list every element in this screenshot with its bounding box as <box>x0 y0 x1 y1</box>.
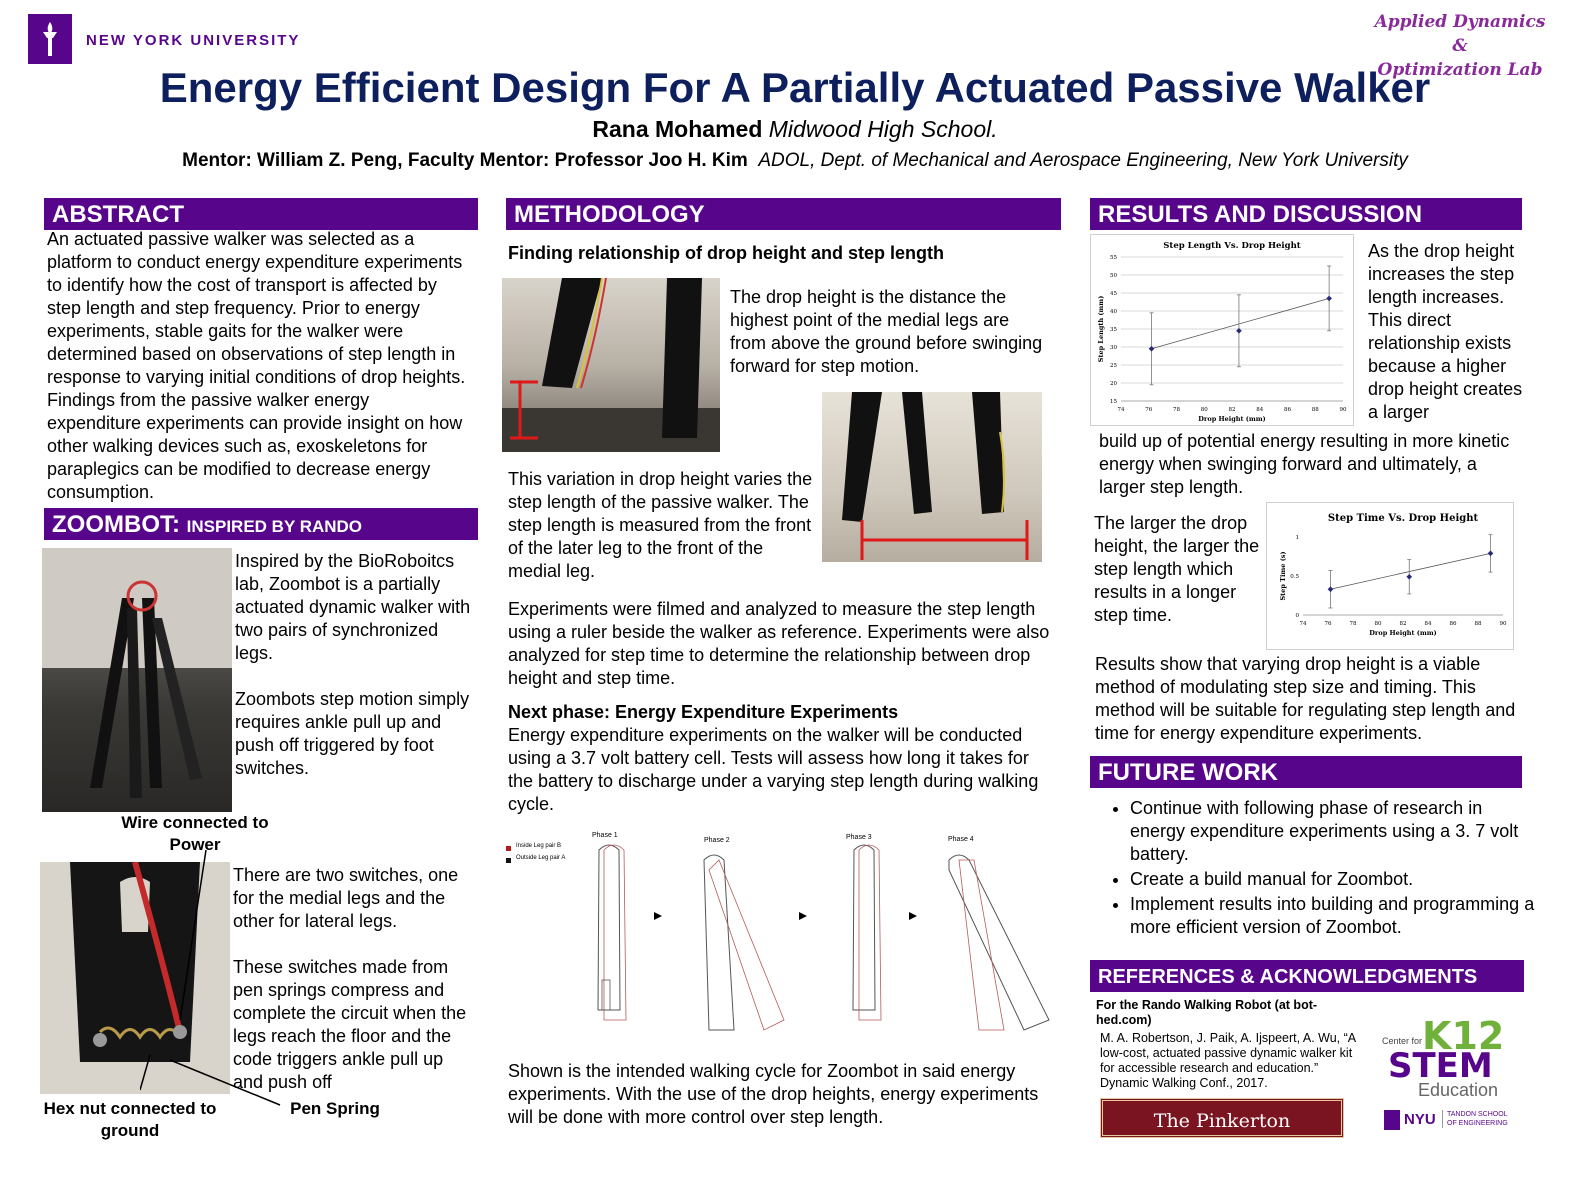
phase4-walker <box>949 855 1049 1030</box>
k12-education: Education <box>1418 1080 1499 1100</box>
x-tick-label: 88 <box>1474 621 1482 627</box>
future-work-list <box>1110 797 1535 941</box>
label-pen-spring: Pen Spring <box>290 1099 380 1118</box>
lab-logo-line2: Optimization Lab <box>1377 60 1543 80</box>
future-item-2: • Create a build manual for Zoombot. <box>1130 868 1535 891</box>
y-tick-label: 40 <box>1110 309 1117 315</box>
ref-text: M. A. Robertson, J. Paik, A. Ijspeert, A. Wu, “A low-cost, actuated passive dynamic walker kit for accessible research and education.” Dynamic Walking Conf., 2017. <box>1100 1031 1356 1090</box>
zoombot-para4: These switches made from pen springs compress and complete the circuit when the legs reach the floor and the code triggers ankle pull up and push off <box>233 957 467 1092</box>
results-para2: The larger the drop height, the larger the step length which results in a longer step time. <box>1094 513 1260 625</box>
k12-center: Center for <box>1382 1036 1423 1046</box>
x-tick-label: 78 <box>1173 407 1180 413</box>
x-tick-label: 86 <box>1449 621 1457 627</box>
trendline <box>1152 298 1330 348</box>
phase-label-3: Phase 3 <box>846 834 872 841</box>
data-point <box>1488 551 1494 557</box>
y-axis-label: Step Time (s) <box>1279 551 1287 601</box>
x-tick-label: 84 <box>1424 621 1432 627</box>
x-tick-label: 86 <box>1284 407 1291 413</box>
methodology-subheading: Finding relationship of drop height and step length <box>508 243 944 263</box>
references-heading: REFERENCES & ACKNOWLEDGMENTS <box>1090 960 1524 992</box>
y-tick-label: 1 <box>1295 535 1299 541</box>
ref-title: For the Rando Walking Robot (at bot-hed.com) <box>1096 998 1318 1027</box>
y-tick-label: 25 <box>1110 363 1117 369</box>
x-tick-label: 80 <box>1374 621 1382 627</box>
y-tick-label: 0.5 <box>1290 574 1299 580</box>
zoombot-para2: Zoombots step motion simply requires ankle pull up and push off triggered by foot switches. <box>235 689 470 778</box>
legend-inside: Inside Leg pair B <box>516 843 562 849</box>
methodology-para1: The drop height is the distance the highest point of the medial legs are from above the ground before swinging forward for step motion. <box>730 287 1043 376</box>
drop-height-photo <box>502 278 720 452</box>
y-tick-label: 30 <box>1110 345 1117 351</box>
y-tick-label: 45 <box>1110 291 1117 297</box>
zoombot-heading-small: INSPIRED BY RANDO <box>186 517 363 536</box>
arrow-2 <box>799 912 807 920</box>
x-tick-label: 74 <box>1299 621 1307 627</box>
next-phase-heading: Next phase: Energy Expenditure Experiments <box>508 702 899 722</box>
author-name: Rana Mohamed <box>592 116 763 142</box>
abstract-heading: ABSTRACT <box>44 198 478 230</box>
methodology-heading: METHODOLOGY <box>506 198 1061 230</box>
y-axis-label: Step Length (mm) <box>1097 295 1105 363</box>
phase3-walker <box>853 845 881 1020</box>
legend-outside: Outside Leg pair A <box>516 855 566 861</box>
future-work-heading: FUTURE WORK <box>1090 756 1522 788</box>
step-length-photo <box>822 392 1042 562</box>
x-tick-label: 84 <box>1256 407 1264 413</box>
k12-stem: STEM <box>1388 1046 1493 1086</box>
chart-step-time-svg <box>1267 503 1513 649</box>
methodology-para2: This variation in drop height varies the step length of the passive walker. The step length is measured from the front of the later leg to the front of the medial leg. <box>508 469 813 581</box>
nyu-torch-logo <box>28 14 72 64</box>
chart-step-time <box>1266 502 1514 650</box>
x-axis-label: Drop Height (mm) <box>1369 629 1437 637</box>
zoombot-heading-main: ZOOMBOT: <box>52 511 180 538</box>
x-tick-label: 76 <box>1145 407 1153 413</box>
x-tick-label: 88 <box>1311 407 1319 413</box>
x-tick-label: 82 <box>1399 621 1407 627</box>
phase2-walker <box>704 855 784 1030</box>
methodology-para3: Experiments were filmed and analyzed to measure the step length using a ruler beside the walker as reference. Experiments were also analyzed for step time to determine the relationship between drop height and step time. <box>508 599 1050 688</box>
label-wire-power: Wire connected to Power <box>121 813 269 854</box>
results-para1b: build up of potential energy resulting in more kinetic energy when swinging forward and ultimately, a larger step length. <box>1099 431 1510 497</box>
phase-label-4: Phase 4 <box>948 836 974 843</box>
x-tick-label: 74 <box>1117 407 1125 413</box>
chart-step-length <box>1090 234 1354 426</box>
y-tick-label: 55 <box>1110 255 1117 261</box>
zoombot-para1: Inspired by the BioRoboitcs lab, Zoombot is a partially actuated dynamic walker with two pairs of synchronized legs. <box>235 551 471 663</box>
x-tick-label: 78 <box>1349 621 1357 627</box>
author-line <box>0 116 1590 143</box>
poster-title: Energy Efficient Design For A Partially Actuated Passive Walker <box>159 64 1431 111</box>
y-tick-label: 20 <box>1110 381 1117 387</box>
results-para3: Results show that varying drop height is a viable method of modulating step size and timing. This method will be suitable for regulating step length and time for energy expenditure experiments. <box>1095 654 1516 743</box>
chart-title: Step Length Vs. Drop Height <box>1163 241 1301 251</box>
walking-cycle-diagram <box>504 830 1064 1050</box>
pinkerton-foundation-logo: The Pinkerton Foundation <box>1100 1098 1344 1138</box>
affiliation: ADOL, Dept. of Mechanical and Aerospace Engineering, New York University <box>758 150 1408 171</box>
x-tick-label: 90 <box>1499 621 1507 627</box>
zoombot-para3: There are two switches, one for the medial legs and the other for lateral legs. <box>233 865 459 931</box>
data-point <box>1406 574 1412 580</box>
k12-stem-logo <box>1382 1014 1522 1102</box>
x-tick-label: 90 <box>1339 407 1347 413</box>
data-point <box>1328 586 1334 592</box>
future-item-1: • Continue with following phase of research in energy expenditure experiments using a 3. 7 volt battery. <box>1130 797 1535 866</box>
methodology-para4: Energy expenditure experiments on the walker will be conducted using a 3.7 volt battery cell. Tests will assess how long it takes for the battery to discharge under a varying step length during walking cycle. <box>508 725 1039 814</box>
x-tick-label: 80 <box>1200 407 1208 413</box>
chart-step-length-svg <box>1091 235 1353 425</box>
arrow-1 <box>654 912 662 920</box>
nyu-tandon-logo <box>1384 1108 1514 1134</box>
trendline <box>1331 553 1491 589</box>
data-point <box>1326 296 1332 302</box>
mentor-line <box>0 150 1590 172</box>
y-tick-label: 50 <box>1110 273 1117 279</box>
y-tick-label: 35 <box>1110 327 1117 333</box>
nyu-tandon-nyu: NYU <box>1404 1111 1436 1128</box>
university-name: NEW YORK UNIVERSITY <box>86 32 301 49</box>
mentor-names: Mentor: William Z. Peng, Faculty Mentor: Professor Joo H. Kim <box>182 150 748 171</box>
x-tick-label: 82 <box>1228 407 1236 413</box>
chart-title: Step Time Vs. Drop Height <box>1327 513 1479 524</box>
y-tick-label: 15 <box>1110 399 1117 405</box>
nyu-tandon-torch-icon <box>1384 1110 1400 1130</box>
lab-logo-line1: Applied Dynamics & <box>1374 12 1546 56</box>
k12-text: K12 <box>1422 1014 1505 1058</box>
x-tick-label: 76 <box>1324 621 1332 627</box>
future-item-3: • Implement results into building and programming a more efficient version of Zoombot. <box>1130 893 1535 939</box>
zoombot-photo <box>42 548 232 812</box>
results-heading: RESULTS AND DISCUSSION <box>1090 198 1522 230</box>
x-axis-label: Drop Height (mm) <box>1198 415 1266 423</box>
nyu-tandon-text: TANDON SCHOOL OF ENGINEERING <box>1442 1110 1517 1128</box>
y-tick-label: 0 <box>1295 613 1299 619</box>
label-hex-nut: Hex nut connected to ground <box>43 1099 217 1140</box>
results-para1: As the drop height increases the step length increases. This direct relationship exists because a higher drop height creates a larger <box>1368 241 1523 422</box>
methodology-para5: Shown is the intended walking cycle for Zoombot in said energy experiments. With the use of the drop heights, energy experiments will be done with more control over step length. <box>508 1061 1039 1127</box>
phase1-walker <box>598 845 626 1020</box>
author-school: Midwood High School. <box>768 116 998 142</box>
zoombot-heading <box>44 508 478 540</box>
phase-label-1: Phase 1 <box>592 832 618 839</box>
phase-label-2: Phase 2 <box>704 837 730 844</box>
arrow-3 <box>909 912 917 920</box>
abstract-text: An actuated passive walker was selected as a platform to conduct energy expenditure experiments to identify how the cost of transport is affected by step length and step frequency. Prior to energy experiments, stable gaits for the walker were determined based on observations of step length in response to varying initial conditions of drop heights. Findings from the passive walker energy expenditure experiments can provide insight on how other walking devices such as, exoskeletons for paraplegics can be modified to decrease energy consumption. <box>47 229 466 502</box>
